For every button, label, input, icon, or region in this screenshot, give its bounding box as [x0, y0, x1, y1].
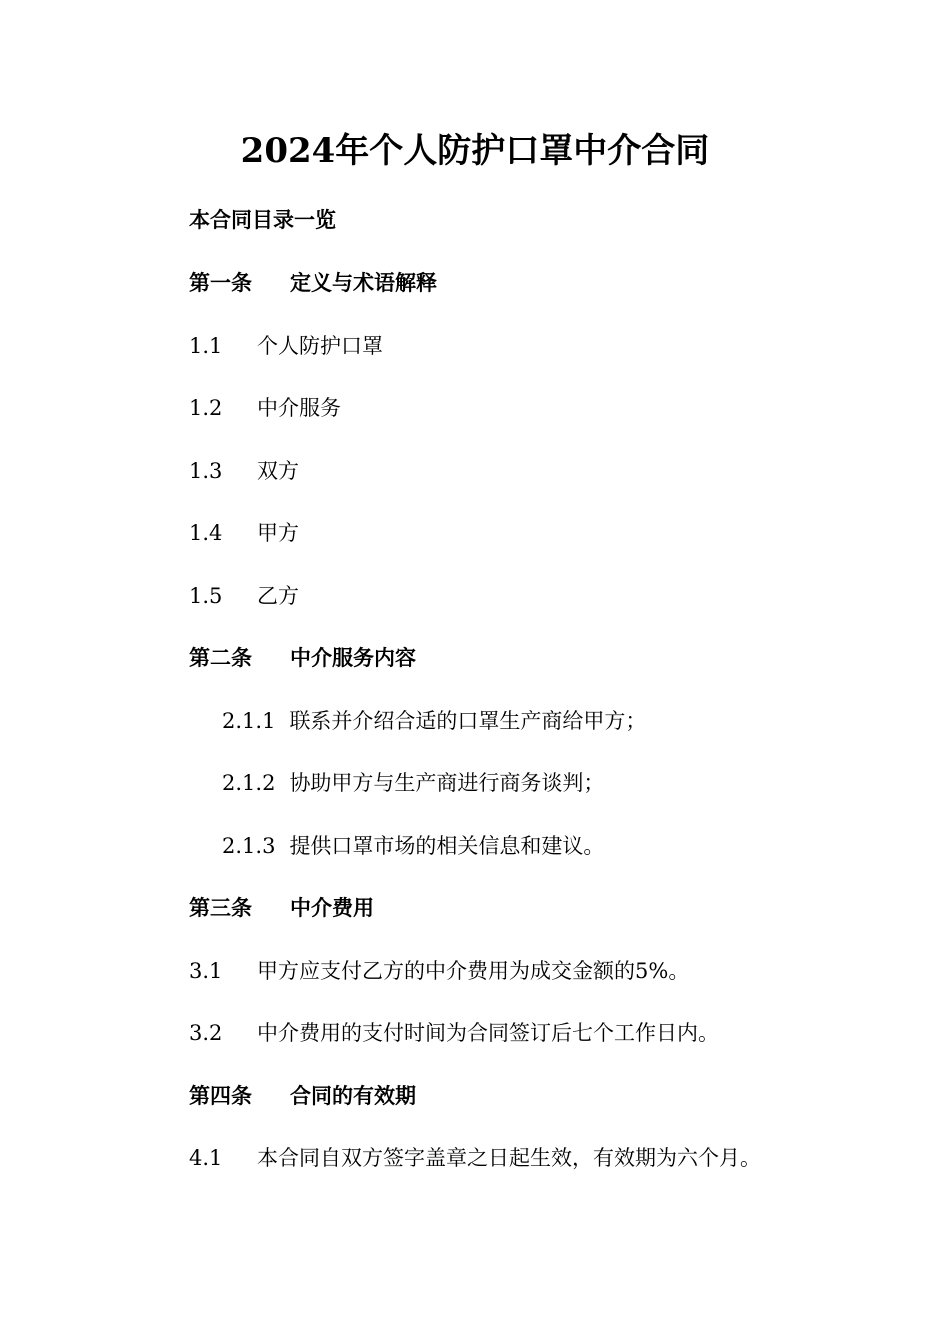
- clause-1-1: [189, 332, 383, 360]
- article-title: 合同的有效期: [290, 1083, 416, 1108]
- clause-number: 2.1.2: [222, 771, 276, 795]
- clause-text: 甲方应支付乙方的中介费用为成交金额的5%。: [257, 959, 690, 983]
- clause-2-1-2: [222, 769, 604, 797]
- clause-text: 双方: [257, 459, 299, 483]
- clause-number: 1.3: [189, 459, 223, 483]
- article-number: 第一条: [189, 270, 252, 295]
- clause-number: 1.5: [189, 584, 223, 608]
- clause-text: 协助甲方与生产商进行商务谈判；: [289, 771, 605, 795]
- clause-1-2: [189, 394, 341, 422]
- clause-4-1: [189, 1144, 761, 1172]
- clause-3-2: [189, 1019, 719, 1047]
- clause-text: 联系并介绍合适的口罩生产商给甲方；: [289, 709, 647, 733]
- article-title: 中介费用: [290, 895, 374, 920]
- clause-number: 3.2: [189, 1021, 223, 1045]
- clause-text: 提供口罩市场的相关信息和建议。: [289, 834, 605, 858]
- article-number: 第二条: [189, 645, 252, 670]
- clause-text: 甲方: [257, 521, 299, 545]
- clause-number: 3.1: [189, 959, 223, 983]
- toc-heading: 本合同目录一览: [189, 207, 336, 232]
- clause-number: 1.1: [189, 334, 223, 358]
- clause-1-5: [189, 582, 299, 610]
- clause-number: 2.1.3: [222, 834, 276, 858]
- article-3-heading: [189, 894, 374, 922]
- clause-2-1-1: [222, 707, 646, 735]
- article-4-heading: [189, 1082, 416, 1110]
- clause-2-1-3: [222, 832, 604, 860]
- clause-number: 1.4: [189, 521, 223, 545]
- clause-text: 个人防护口罩: [257, 334, 383, 358]
- article-number: 第四条: [189, 1083, 252, 1108]
- clause-text: 中介服务: [257, 396, 341, 420]
- clause-text: 本合同自双方签字盖章之日起生效，有效期为六个月。: [257, 1146, 761, 1170]
- clause-1-4: [189, 519, 299, 547]
- article-number: 第三条: [189, 895, 252, 920]
- clause-text: 中介费用的支付时间为合同签订后七个工作日内。: [257, 1021, 719, 1045]
- clause-3-1: [189, 957, 689, 985]
- clause-number: 2.1.1: [222, 709, 276, 733]
- article-title: 定义与术语解释: [290, 270, 437, 295]
- article-2-heading: [189, 644, 416, 672]
- clause-number: 4.1: [189, 1146, 223, 1170]
- article-title: 中介服务内容: [290, 645, 416, 670]
- clause-text: 乙方: [257, 584, 299, 608]
- article-1-heading: [189, 269, 437, 297]
- clause-1-3: [189, 457, 299, 485]
- clause-number: 1.2: [189, 396, 223, 420]
- document-title: 2024年个人防护口罩中介合同: [240, 131, 710, 171]
